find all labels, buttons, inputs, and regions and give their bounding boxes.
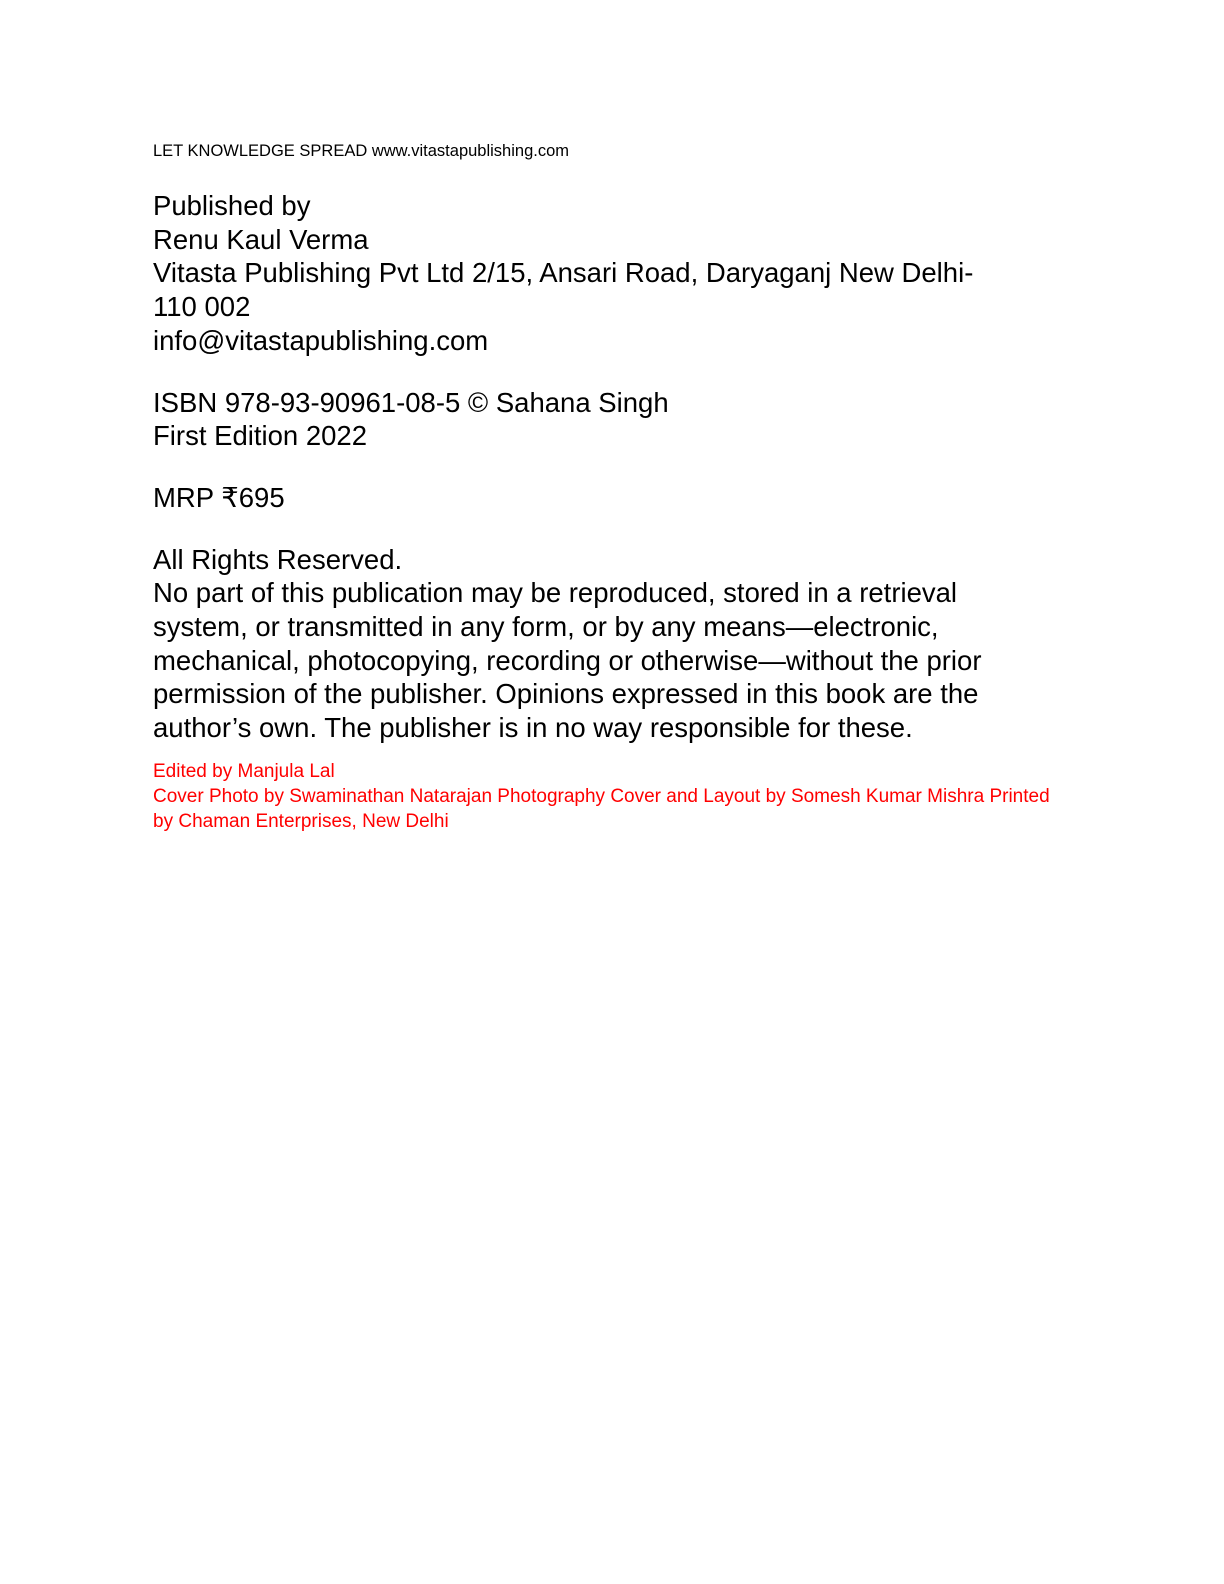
rights-heading: All Rights Reserved. [153,543,403,575]
edition-block [153,386,1053,453]
rights-block [153,543,1053,745]
credits-block [153,759,1053,834]
publisher-email: info@vitastapublishing.com [153,324,489,356]
editor-credit: Edited by Manjula Lal [153,760,335,782]
publisher-tagline: LET KNOWLEDGE SPREAD www.vitastapublishing.com [153,142,570,160]
copyright-page [153,140,1053,834]
publisher-name: Renu Kaul Verma [153,223,369,255]
publisher-block [153,189,1053,358]
mrp-price: MRP ₹695 [153,481,285,513]
publisher-address-line2: 110 002 [153,291,251,323]
publisher-address-line1: Vitasta Publishing Pvt Ltd 2/15, Ansari Road, Daryaganj New Delhi- [153,257,974,289]
published-by-label: Published by [153,190,311,221]
rights-statement: No part of this publication may be reproduced, stored in a retrieval system, or transmitted in any form, or by any means—electronic, mechanical, photocopying, recording or otherwise—without the prior permission of the publisher. Opinions expressed in this book are the author’s own. The publisher is in no way responsible for these. [153,577,982,744]
production-credits: Cover Photo by Swaminathan Natarajan Photography Cover and Layout by Somesh Kumar Mishra Printed by Chaman Enterprises, New Delhi [153,785,1050,832]
edition-info: First Edition 2022 [153,420,367,452]
isbn-copyright: ISBN 978-93-90961-08-5 © Sahana Singh [153,386,669,418]
price-block [153,481,1053,515]
